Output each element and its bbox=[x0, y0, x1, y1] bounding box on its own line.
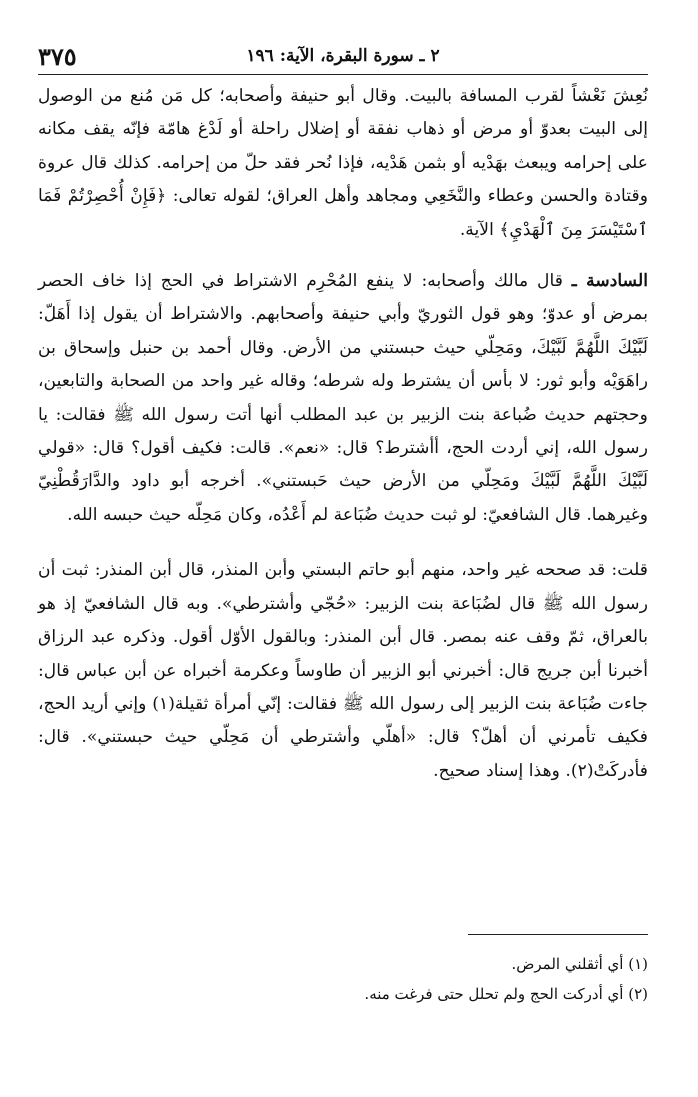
paragraph-3: قلت: قد صححه غير واحد، منهم أبو حاتم البستي وأبن المنذر، قال أبن المنذر: ثبت أن رسول الله ﷺ قال لضُبَاعة بنت الزبير: «حُجّي وأشترطي». وبه قال الشافعيّ إذ هو بالعراق، ثمّ وقف عنه بمصر. قال أبن المنذر: وبالقول الأوّل أقول. وذكره عبد الرزاق أخبرنا أبن جريج قال: أخبرني أبو الزبير أن طاوساً وعكرمة أخبراه عن أبن عباس قال: جاءت ضُبَاعة بنت الزبير إلى رسول الله ﷺ فقالت: إنّي أمرأة ثقيلة(١) وإني أريد الحج، فكيف تأمرني أن أهلّ؟ قال: «أهلّي وأشترطي أن مَحِلّي حيث حبستني». قال: فأدركَتْ(٢). وهذا إسناد صحيح. bbox=[38, 560, 649, 781]
footnote-divider bbox=[468, 934, 648, 935]
footnotes bbox=[38, 934, 648, 1009]
section-lead: السادسة ـ bbox=[571, 271, 649, 292]
paragraph-1: نُعِشَ نَعْشاً لقرب المسافة بالبيت. وقال أبو حنيفة وأصحابه؛ كل مَن مُنع من الوصول إلى البيت بعدوّ أو مرض أو ذهاب نفقة أو إضلال راحلة أو لَدْغ هامّة فإنّه يقف مكانه على إحرامه ويبعث بهَدْيه أو بثمن هَدْيه، فإذا نُحر فقد حلّ من إحرامه. كذلك قال عروة وقتادة والحسن وعطاء والنَّخَعِي ومجاهد وأهل العراق؛ لقوله تعالى: ﴿فَإِنْ أُحْصِرْتُمْ فَمَا ٱسْتَيْسَرَ مِنَ ٱلْهَدْيِ﴾ الآية. bbox=[38, 86, 648, 240]
footnote-2: (٢) أي أدركت الحج ولم تحلل حتى فرغت منه. bbox=[364, 985, 648, 1003]
page-body bbox=[38, 80, 648, 788]
page-number: ٣٧٥ bbox=[38, 42, 77, 71]
paragraph-2 bbox=[38, 265, 648, 532]
running-title: ٢ ـ سورة البقرة، الآية: ١٩٦ bbox=[246, 46, 440, 66]
paragraph-2-text: قال مالك وأصحابه: لا ينفع المُحْرِم الاشتراط في الحج إذا خاف الحصر بمرض أو عدوّ؛ وهو قول الثوريّ وأبي حنيفة وأصحابهم. والاشتراط أن يقول إذا أَهَلّ: لَبَّيْكَ اللَّهُمَّ لَبَّيْكَ، ومَحِلّي حيث حبستني من الأرض. وقال أحمد بن حنبل وإسحاق بن راهَوَيْه وأبو ثور: لا بأس أن يشترط وله شرطه؛ وقاله غير واحد من الصحابة والتابعين، وحجتهم حديث ضُباعة بنت الزبير بن عبد المطلب أنها أتت رسول الله ﷺ فقالت: يا رسول الله، إني أردت الحج، أأشترط؟ قال: «نعم». قالت: فكيف أقول؟ قال: «قولي لَبَّيْكَ اللَّهُمَّ لَبَّيْكَ ومَحِلّي من الأرض حيث حَبستني». أخرجه أبو داود والدَّارَقُطْنِيّ وغيرهما. قال الشافعيّ: لو ثبت حديث ضُبَاعة لم أَعْدُه، وكان مَحِلّه حيث حبسه الله. bbox=[38, 271, 648, 525]
footnote-1: (١) أي أثقلني المرض. bbox=[511, 955, 648, 973]
page-header bbox=[38, 40, 648, 75]
